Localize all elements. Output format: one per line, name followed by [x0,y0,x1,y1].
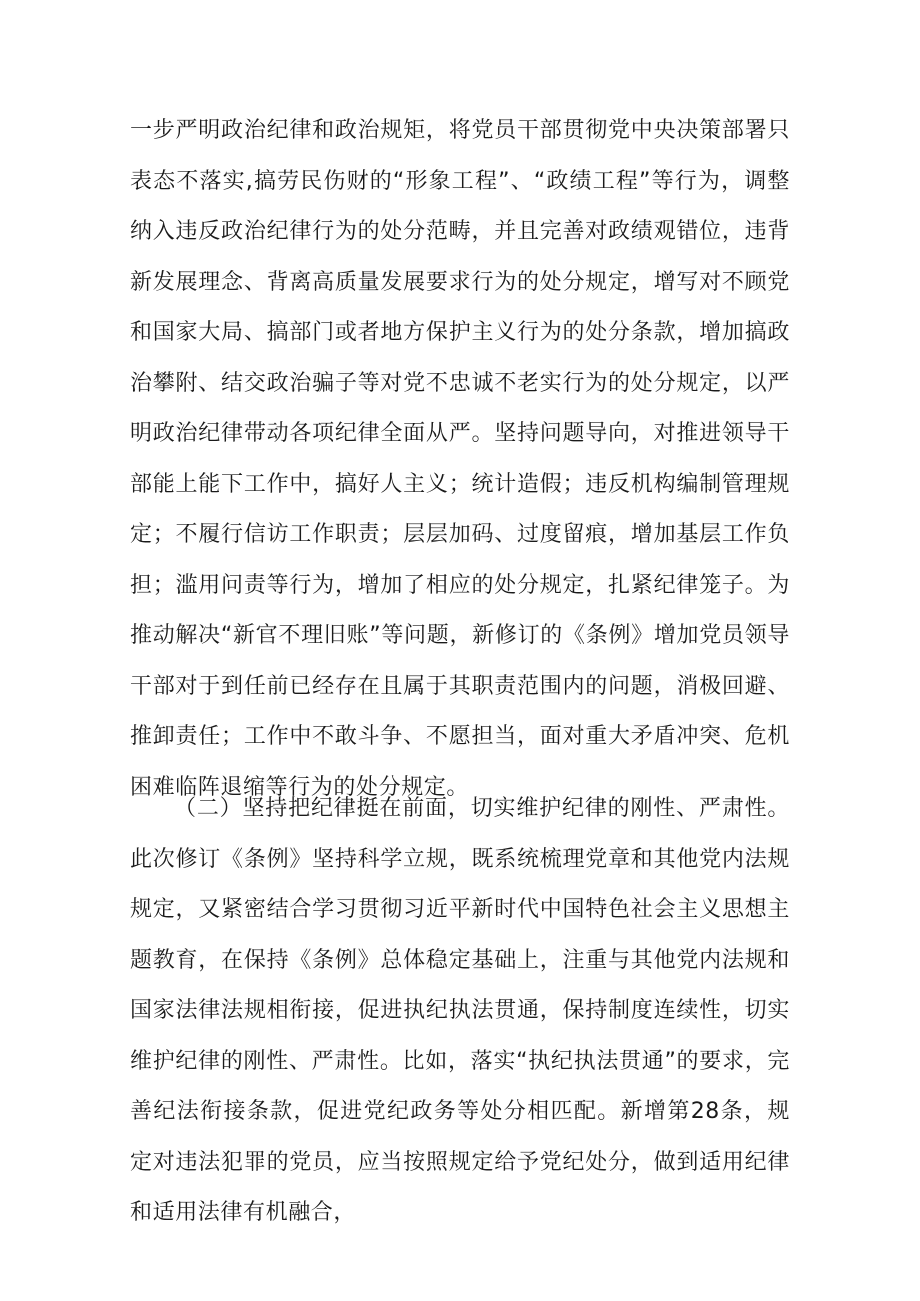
paragraph-political-discipline: 一步严明政治纪律和政治规矩，将党员干部贯彻党中央决策部署只表态不落实,搞劳民伤财的“形象工程”、“政绩工程”等行为，调整纳入违反政治纪律行为的处分范畴，并且完善对政绩观错位，违背新发展理念、背离高质量发展要求行为的处分规定，增写对不顾党和国家大局、搞部门或者地方保护主义行为的处分条款，增加搞政治攀附、结交政治骗子等对党不忠诚不老实行为的处分规定，以严明政治纪律带动各项纪律全面从严。坚持问题导向，对推进领导干部能上能下工作中，搞好人主义；统计造假；违反机构编制管理规定；不履行信访工作职责；层层加码、过度留痕，增加基层工作负担；滥用问责等行为，增加了相应的处分规定，扎紧纪律笼子。为推动解决“新官不理旧账”等问题，新修订的《条例》增加党员领导干部对于到任前已经存在且属于其职责范围内的问题，消极回避、推卸责任；工作中不敢斗争、不愿担当，面对重大矛盾冲突、危机困难临阵退缩等行为的处分规定。 [130,118,790,800]
paragraph-section-two: （二）坚持把纪律挺在前面，切实维护纪律的刚性、严肃性。此次修订《条例》坚持科学立规，既系统梳理党章和其他党内法规规定，又紧密结合学习贯彻习近平新时代中国特色社会主义思想主题教育，在保持《条例》总体稳定基础上，注重与其他党内法规和国家法律法规相衔接，促进执纪执法贯通，保持制度连续性，切实维护纪律的刚性、严肃性。比如，落实“执纪执法贯通”的要求，完善纪法衔接条款，促进党纪政务等处分相匹配。新增第28条，规定对违法犯罪的党员，应当按照规定给予党纪处分，做到适用纪律和适用法律有机融合， [130,796,790,1225]
